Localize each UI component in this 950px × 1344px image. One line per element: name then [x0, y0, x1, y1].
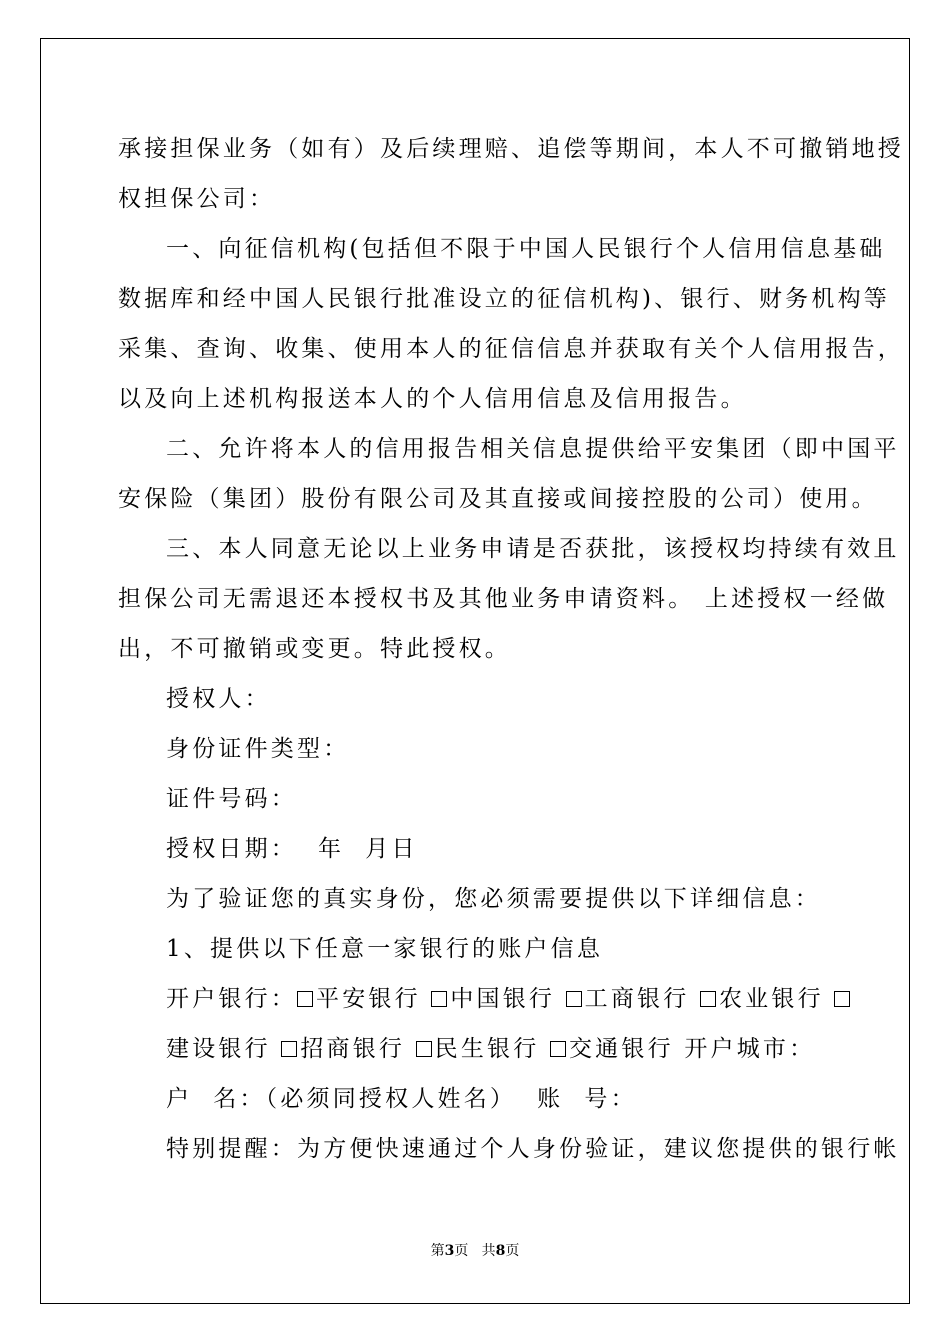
bank-option-cmb: 招商银行	[300, 1036, 406, 1062]
account-number-label: 账 号：	[537, 1086, 637, 1112]
checkbox-icon[interactable]	[431, 991, 447, 1007]
current-page-number: 3	[444, 1243, 455, 1259]
bank-option-ccb: 建设银行	[166, 1036, 271, 1062]
checkbox-icon[interactable]	[700, 991, 716, 1007]
checkbox-icon[interactable]	[550, 1041, 566, 1057]
clause-one-line: 一、向征信机构(包括但不限于中国人民银行个人信用信息基础	[166, 236, 886, 262]
paragraph-line: 权担保公司：	[118, 186, 276, 212]
footer-prefix: 第	[430, 1243, 445, 1259]
bank-option-abc: 农业银行	[718, 986, 824, 1012]
footer-suffix: 页	[505, 1243, 520, 1259]
clause-three-line: 三、本人同意无论以上业务申请是否获批，该授权均持续有效且	[166, 536, 900, 562]
auth-date-field: 授权日期： 年 月日	[166, 836, 418, 862]
bank-option-boc: 中国银行	[450, 986, 556, 1012]
bank-option-cmbc: 民生银行	[434, 1036, 540, 1062]
clause-one-line: 数据库和经中国人民银行批准设立的征信机构)、银行、财务机构等	[118, 286, 890, 312]
footer-mid: 页 共	[454, 1243, 496, 1259]
clause-two-line: 安保险（集团）股份有限公司及其直接或间接控股的公司）使用。	[118, 486, 878, 512]
page-footer	[0, 1240, 950, 1260]
bank-option-icbc: 工商银行	[584, 986, 690, 1012]
clause-three-line: 出，不可撤销或变更。特此授权。	[118, 636, 511, 662]
bank-item-heading: 1、提供以下任意一家银行的账户信息	[166, 936, 604, 962]
special-reminder: 特别提醒：为方便快速通过个人身份验证，建议您提供的银行帐	[166, 1136, 900, 1162]
verify-intro: 为了验证您的真实身份，您必须需要提供以下详细信息：	[166, 886, 821, 912]
bank-option-pingan: 平安银行	[316, 986, 421, 1012]
checkbox-icon[interactable]	[566, 991, 582, 1007]
total-pages-number: 8	[495, 1243, 506, 1259]
clause-one-line: 采集、查询、收集、使用本人的征信信息并获取有关个人信用报告，	[118, 336, 904, 362]
bank-options-row-1	[118, 974, 838, 1024]
id-type-field: 身份证件类型：	[166, 736, 350, 762]
account-name-label: 户 名：（必须同授权人姓名）	[166, 1086, 517, 1112]
clause-two-line: 二、允许将本人的信用报告相关信息提供给平安集团（即中国平	[166, 436, 900, 462]
open-city-label: 开户城市：	[684, 1036, 816, 1062]
checkbox-icon[interactable]	[416, 1041, 432, 1057]
account-row	[118, 1074, 838, 1124]
bank-options-row-2	[118, 1024, 838, 1074]
bank-option-bocom: 交通银行	[568, 1036, 674, 1062]
paragraph-line: 承接担保业务（如有）及后续理赔、追偿等期间，本人不可撤销地授	[118, 136, 904, 162]
checkbox-icon[interactable]	[834, 991, 850, 1007]
clause-one-line: 以及向上述机构报送本人的个人信用信息及信用报告。	[118, 386, 747, 412]
checkbox-icon[interactable]	[297, 991, 313, 1007]
bank-label: 开户银行：	[166, 986, 297, 1012]
checkbox-icon[interactable]	[281, 1041, 297, 1057]
clause-three-line: 担保公司无需退还本授权书及其他业务申请资料。 上述授权一经做	[118, 586, 889, 612]
id-number-field: 证件号码：	[166, 786, 297, 812]
document-body	[118, 124, 904, 1174]
authorizer-field: 授权人：	[166, 686, 271, 712]
